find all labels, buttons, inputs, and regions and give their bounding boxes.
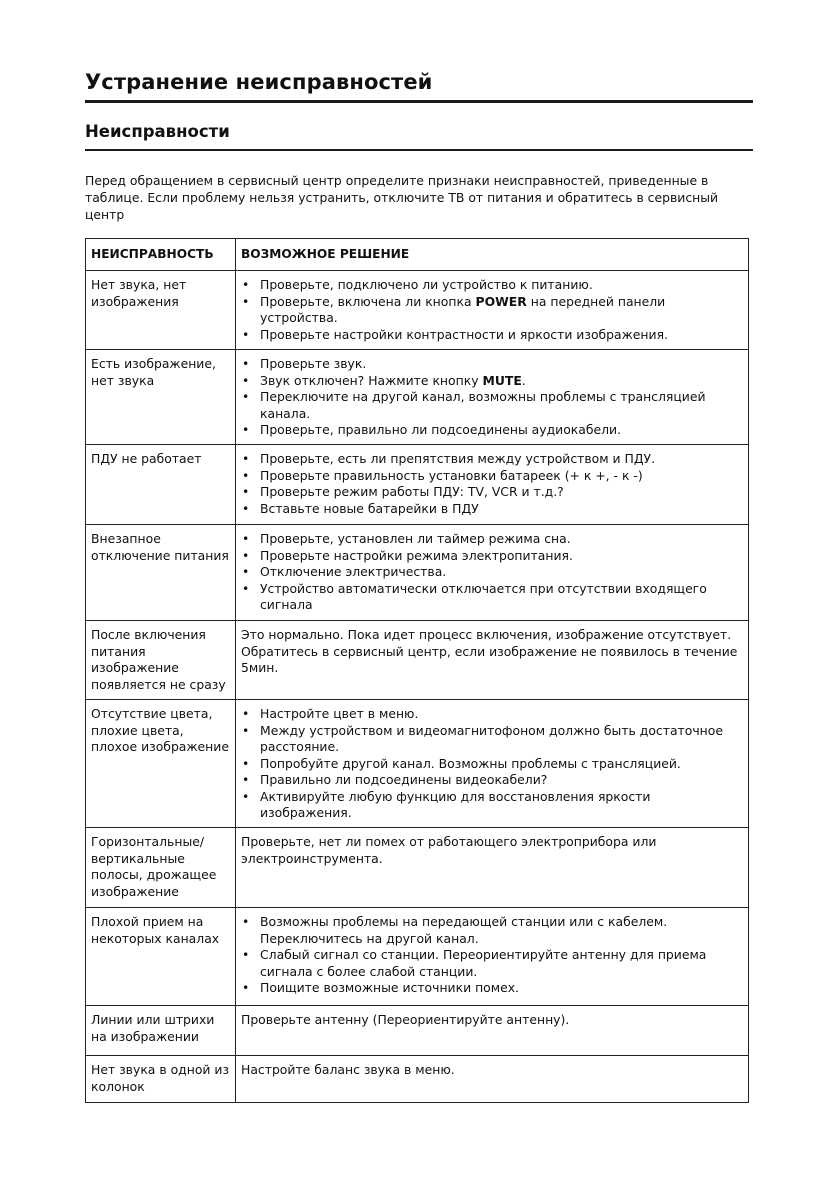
solution-text: Отключение электричества. xyxy=(260,564,447,579)
solution-text: Звук отключен? Нажмите кнопку xyxy=(260,372,483,388)
fault-cell: Нет звука в одной из колонок xyxy=(86,1056,236,1103)
solution-cell xyxy=(236,908,749,1006)
solution-item xyxy=(241,772,744,789)
table-row xyxy=(86,621,749,700)
solution-text: Проверьте, установлен ли таймер режима сна. xyxy=(260,531,571,546)
solution-cell xyxy=(236,700,749,828)
solution-text: Настройте цвет в меню. xyxy=(260,706,419,721)
solution-item xyxy=(241,789,744,822)
fault-cell: После включения питания изображение появляется не сразу xyxy=(86,621,236,700)
solution-item xyxy=(241,373,744,390)
fault-cell: Линии или штрихи на изображении xyxy=(86,1006,236,1056)
solution-text: Между устройством и видеомагнитофоном должно быть достаточное расстояние. xyxy=(260,722,723,754)
table-body xyxy=(86,271,749,1103)
solution-item xyxy=(241,327,744,344)
solution-text: Правильно ли подсоединены видеокабели? xyxy=(260,772,548,787)
solution-cell xyxy=(236,1006,749,1056)
fault-cell: ПДУ не работает xyxy=(86,445,236,525)
solution-item xyxy=(241,451,744,468)
button-name: MUTE xyxy=(482,372,522,388)
solution-item xyxy=(241,914,744,947)
solution-cell xyxy=(236,621,749,700)
solution-item xyxy=(241,277,744,294)
solution-item xyxy=(241,501,744,518)
solution-list xyxy=(241,451,744,517)
solution-cell xyxy=(236,445,749,525)
table-row xyxy=(86,908,749,1006)
solution-text: Проверьте настройки контрастности и яркости изображения. xyxy=(260,326,668,342)
solution-item xyxy=(241,294,744,327)
fault-cell: Горизонтальные/вертикальные полосы, дрожащее изображение xyxy=(86,828,236,908)
solution-text: Попробуйте другой канал. Возможны проблемы с трансляцией. xyxy=(260,755,681,771)
solution-text: Проверьте звук. xyxy=(260,356,367,371)
solution-text: Проверьте, включена ли кнопка xyxy=(260,293,476,309)
solution-text: Поищите возможные источники помех. xyxy=(260,980,519,995)
table-row xyxy=(86,271,749,350)
solution-text: Проверьте режим работы ПДУ: TV, VCR и т.д.? xyxy=(260,484,564,499)
fault-cell: Нет звука, нет изображения xyxy=(86,271,236,350)
fault-cell: Есть изображение, нет звука xyxy=(86,350,236,445)
solution-text: Переключите на другой канал, возможны проблемы с трансляцией канала. xyxy=(260,389,706,421)
fault-cell: Плохой прием на некоторых каналах xyxy=(86,908,236,1006)
table-row xyxy=(86,700,749,828)
header-problem: НЕИСПРАВНОСТЬ xyxy=(86,239,236,271)
table-header-row xyxy=(86,239,749,271)
solution-text: Устройство автоматически отключается при отсутствии входящего сигнала xyxy=(260,580,707,612)
solution-text: . xyxy=(521,372,526,388)
solution-text: Проверьте, есть ли препятствия между устройством и ПДУ. xyxy=(260,451,656,466)
solution-text: Проверьте антенну (Переориентируйте антенну). xyxy=(241,1012,570,1027)
table-row xyxy=(86,445,749,525)
table-row xyxy=(86,1006,749,1056)
fault-cell: Внезапное отключение питания xyxy=(86,525,236,621)
solution-cell xyxy=(236,1056,749,1103)
solution-item xyxy=(241,980,744,997)
solution-item xyxy=(241,389,744,422)
troubleshooting-table xyxy=(85,238,749,1103)
solution-item xyxy=(241,468,744,485)
solution-text: Проверьте, нет ли помех от работающего электроприбора или электроинструмента. xyxy=(241,834,657,866)
table-row xyxy=(86,828,749,908)
solution-item xyxy=(241,756,744,773)
header-solution: ВОЗМОЖНОЕ РЕШЕНИЕ xyxy=(236,239,749,271)
solution-cell xyxy=(236,271,749,350)
solution-item xyxy=(241,356,744,373)
solution-text: Проверьте, правильно ли подсоединены аудиокабели. xyxy=(260,422,622,437)
solution-item xyxy=(241,947,744,980)
solution-cell xyxy=(236,828,749,908)
solution-list xyxy=(241,356,744,439)
solution-text: Слабый сигнал со станции. Переориентируйте антенну для приема сигнала с более слабой станции. xyxy=(260,947,707,979)
solution-item xyxy=(241,484,744,501)
solution-item xyxy=(241,723,744,756)
solution-list xyxy=(241,277,744,343)
table-row xyxy=(86,525,749,621)
solution-item xyxy=(241,548,744,565)
page-title: Устранение неисправностей xyxy=(85,70,433,94)
section-divider xyxy=(85,149,753,151)
solution-text: Проверьте, подключено ли устройство к питанию. xyxy=(260,277,593,292)
solution-item xyxy=(241,422,744,439)
solution-cell xyxy=(236,350,749,445)
solution-text: Настройте баланс звука в меню. xyxy=(241,1062,455,1077)
solution-list xyxy=(241,531,744,614)
solution-list xyxy=(241,706,744,822)
solution-cell xyxy=(236,525,749,621)
table-row xyxy=(86,350,749,445)
fault-cell: Отсутствие цвета, плохие цвета, плохое изображение xyxy=(86,700,236,828)
table-row xyxy=(86,1056,749,1103)
solution-text: Вставьте новые батарейки в ПДУ xyxy=(260,500,479,516)
solution-item xyxy=(241,531,744,548)
solution-text: Активируйте любую функцию для восстановления яркости изображения. xyxy=(260,788,651,820)
solution-item xyxy=(241,564,744,581)
solution-text: на передней панели устройства. xyxy=(260,293,666,325)
solution-text: Проверьте правильность установки батареек (+ к +, - к -) xyxy=(260,467,643,483)
solution-item xyxy=(241,706,744,723)
section-title: Неисправности xyxy=(85,122,230,141)
solution-text: Проверьте настройки режима электропитания. xyxy=(260,547,573,563)
title-divider xyxy=(85,100,753,103)
solution-item xyxy=(241,581,744,614)
solution-text: Это нормально. Пока идет процесс включения, изображение отсутствует. Обратитесь в сервисный центр, если изображение не появилось в течение 5мин. xyxy=(241,627,738,675)
intro-paragraph: Перед обращением в сервисный центр определите признаки неисправностей, приведенные в таблице. Если проблему нельзя устранить, отключите ТВ от питания и обратитесь в сервисный центр xyxy=(85,173,719,222)
solution-list xyxy=(241,914,744,997)
button-name: POWER xyxy=(475,293,527,309)
solution-text: Возможны проблемы на передающей станции или с кабелем. Переключитесь на другой канал. xyxy=(260,914,668,946)
